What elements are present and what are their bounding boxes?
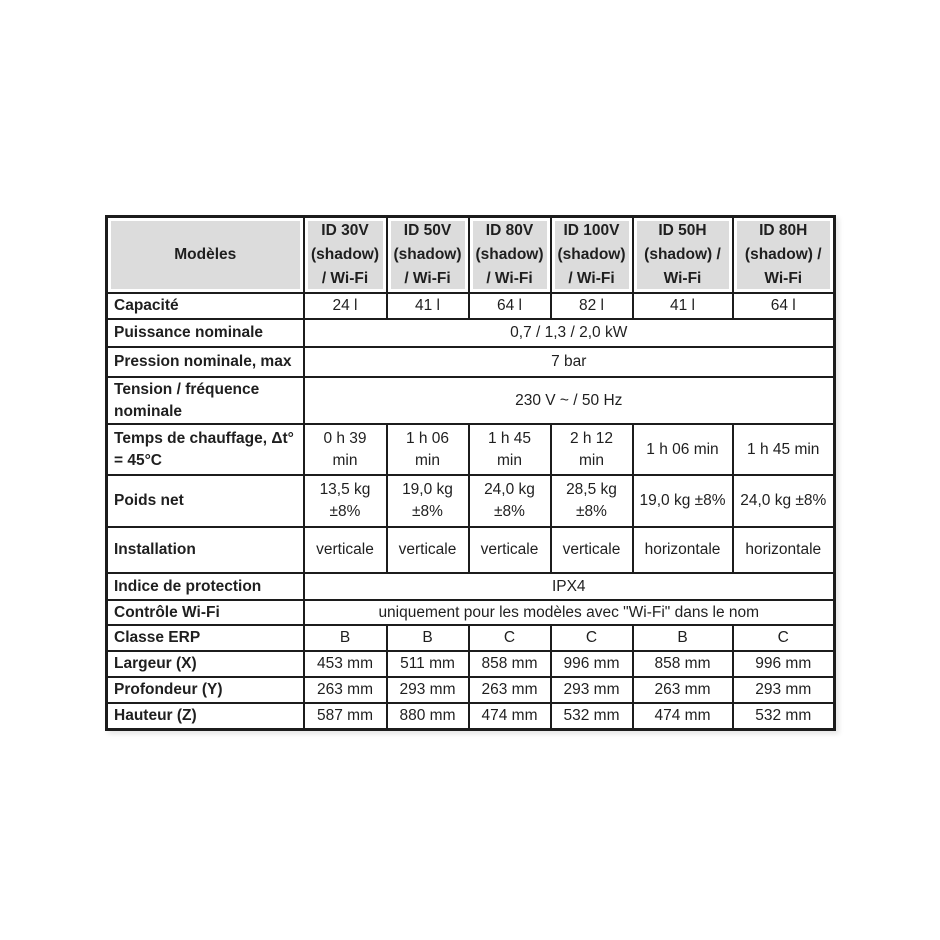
row-label: Puissance nominale: [107, 319, 304, 347]
row-label: Poids net: [107, 475, 304, 527]
cell-value: verticale: [387, 527, 469, 573]
cell-value: 532 mm: [551, 703, 633, 729]
cell-value: 24,0 kg ±8%: [469, 475, 551, 527]
cell-value: 19,0 kg ±8%: [633, 475, 733, 527]
column-header-line: ID 50V: [403, 222, 452, 239]
column-header-id100v: [551, 217, 633, 294]
cell-value: 511 mm: [387, 651, 469, 677]
cell-value-merged: 230 V ~ / 50 Hz: [304, 377, 835, 424]
cell-value: B: [387, 625, 469, 651]
cell-value: C: [733, 625, 835, 651]
cell-value: 293 mm: [387, 677, 469, 703]
table-row-temps-chauffage: [107, 424, 835, 475]
cell-value: 13,5 kg ±8%: [304, 475, 387, 527]
column-header-line: Wi-Fi: [764, 270, 803, 287]
table-row-largeur: [107, 651, 835, 677]
column-header-line: (shadow): [475, 246, 544, 263]
cell-value: 64 l: [469, 293, 551, 319]
cell-value: 880 mm: [387, 703, 469, 729]
cell-value: 858 mm: [633, 651, 733, 677]
cell-value: 263 mm: [633, 677, 733, 703]
row-label: Indice de protection: [107, 573, 304, 600]
cell-value: 24,0 kg ±8%: [733, 475, 835, 527]
table-row-tension: [107, 377, 835, 424]
column-header-line: ID 100V: [563, 222, 620, 239]
table-row-capacite: [107, 293, 835, 319]
cell-value: 19,0 kg ±8%: [387, 475, 469, 527]
table-row-controle-wifi: [107, 600, 835, 625]
column-header-line: / Wi-Fi: [486, 270, 533, 287]
cell-value-merged: uniquement pour les modèles avec "Wi-Fi" dans le nom: [304, 600, 835, 625]
row-label: Contrôle Wi-Fi: [107, 600, 304, 625]
cell-value: 82 l: [551, 293, 633, 319]
row-label: Profondeur (Y): [107, 677, 304, 703]
cell-value: 41 l: [633, 293, 733, 319]
cell-value: 453 mm: [304, 651, 387, 677]
table-row-profondeur: [107, 677, 835, 703]
table-row-classe-erp: [107, 625, 835, 651]
cell-value: 996 mm: [551, 651, 633, 677]
column-header-line: (shadow) /: [744, 246, 822, 263]
column-header-line: ID 50H: [658, 222, 707, 239]
column-header-line: (shadow) /: [644, 246, 721, 263]
row-label: Temps de chauffage, Δt° = 45°C: [107, 424, 304, 475]
column-header-id80h: [733, 217, 835, 294]
cell-value: horizontale: [633, 527, 733, 573]
cell-value-merged: IPX4: [304, 573, 835, 600]
column-header-line: (shadow): [310, 246, 380, 263]
cell-value-merged: 7 bar: [304, 347, 835, 377]
column-header-id30v: [304, 217, 387, 294]
spec-table: [105, 215, 836, 731]
column-header-line: Wi-Fi: [663, 270, 702, 287]
column-header-line: / Wi-Fi: [568, 270, 615, 287]
cell-value: verticale: [304, 527, 387, 573]
table-row-pression: [107, 347, 835, 377]
cell-value: 263 mm: [469, 677, 551, 703]
cell-value: 2 h 12 min: [551, 424, 633, 475]
column-header-line: ID 80V: [485, 222, 534, 239]
row-label: Largeur (X): [107, 651, 304, 677]
cell-value: 1 h 45 min: [469, 424, 551, 475]
cell-value: 996 mm: [733, 651, 835, 677]
column-header-id50v: [387, 217, 469, 294]
row-label: Installation: [107, 527, 304, 573]
cell-value: 1 h 06 min: [633, 424, 733, 475]
cell-value: B: [633, 625, 733, 651]
column-header-line: (shadow): [557, 246, 626, 263]
table-row-installation: [107, 527, 835, 573]
cell-value: 263 mm: [304, 677, 387, 703]
table-row-poids-net: [107, 475, 835, 527]
column-header-id80v: [469, 217, 551, 294]
cell-value: 532 mm: [733, 703, 835, 729]
cell-value: 474 mm: [633, 703, 733, 729]
row-label: Pression nominale, max: [107, 347, 304, 377]
cell-value: 858 mm: [469, 651, 551, 677]
cell-value: 293 mm: [551, 677, 633, 703]
models-header: Modèles: [107, 217, 304, 294]
header-row: [107, 217, 835, 294]
table-row-indice-protection: [107, 573, 835, 600]
cell-value: 24 l: [304, 293, 387, 319]
cell-value: C: [551, 625, 633, 651]
row-label: Classe ERP: [107, 625, 304, 651]
column-header-line: ID 30V: [321, 222, 369, 239]
cell-value: 1 h 06 min: [387, 424, 469, 475]
cell-value: 293 mm: [733, 677, 835, 703]
table-row-puissance: [107, 319, 835, 347]
column-header-id50h: [633, 217, 733, 294]
cell-value: horizontale: [733, 527, 835, 573]
cell-value: verticale: [469, 527, 551, 573]
cell-value: 41 l: [387, 293, 469, 319]
cell-value: 587 mm: [304, 703, 387, 729]
cell-value: B: [304, 625, 387, 651]
column-header-line: (shadow): [393, 246, 462, 263]
row-label: Tension / fréquence nominale: [107, 377, 304, 424]
cell-value: 64 l: [733, 293, 835, 319]
cell-value-merged: 0,7 / 1,3 / 2,0 kW: [304, 319, 835, 347]
cell-value: verticale: [551, 527, 633, 573]
column-header-line: / Wi-Fi: [321, 270, 369, 287]
row-label: Hauteur (Z): [107, 703, 304, 729]
cell-value: 0 h 39 min: [304, 424, 387, 475]
table-row-hauteur: [107, 703, 835, 729]
cell-value: 1 h 45 min: [733, 424, 835, 475]
cell-value: 474 mm: [469, 703, 551, 729]
cell-value: 28,5 kg ±8%: [551, 475, 633, 527]
column-header-line: / Wi-Fi: [404, 270, 451, 287]
row-label: Capacité: [107, 293, 304, 319]
column-header-line: ID 80H: [759, 222, 808, 239]
cell-value: C: [469, 625, 551, 651]
